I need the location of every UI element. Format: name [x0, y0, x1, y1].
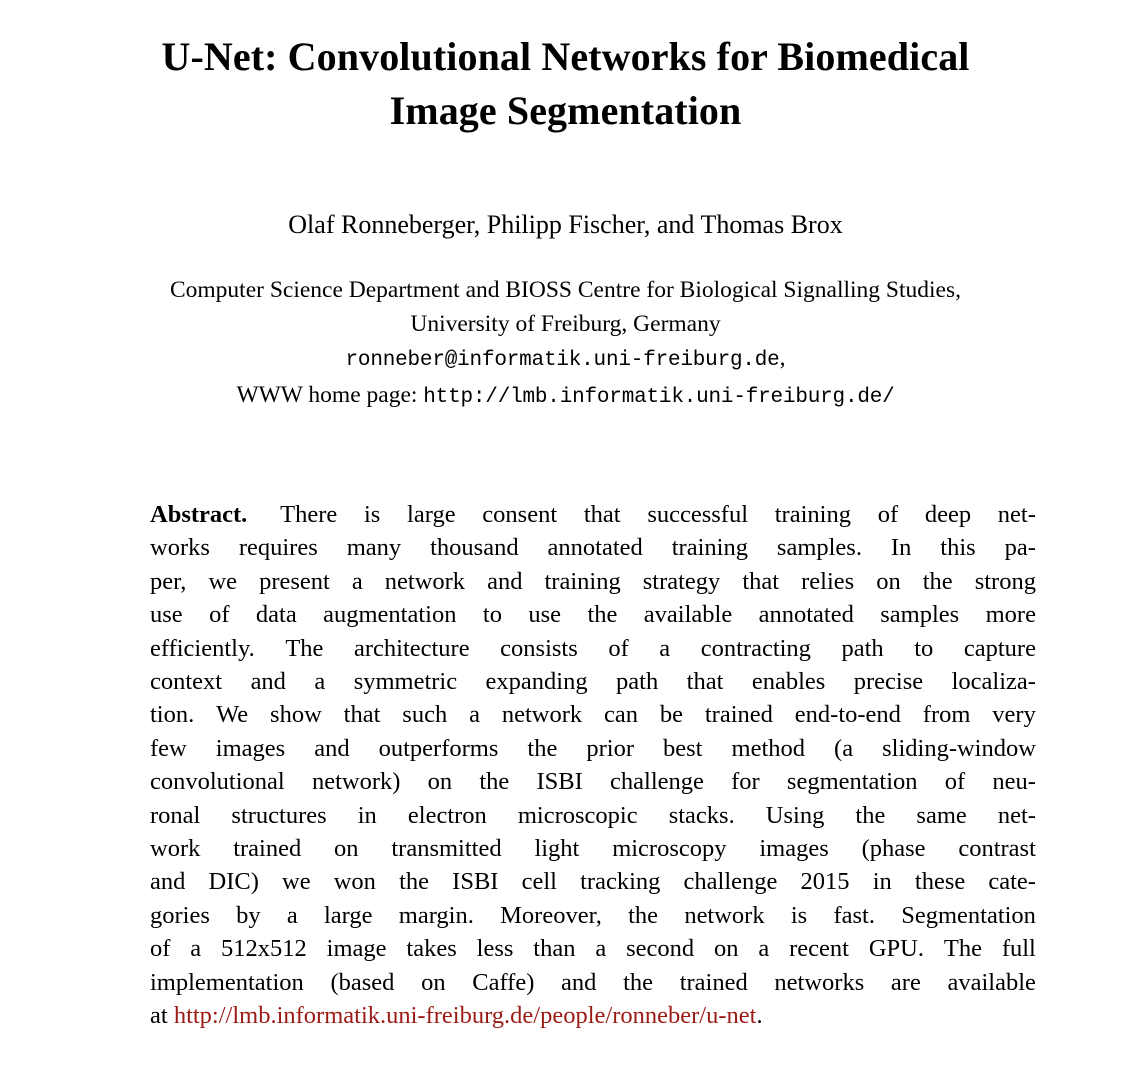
abstract-word: a: [286, 901, 298, 929]
abstract-line: [150, 899, 1036, 932]
abstract-word: this: [940, 534, 976, 562]
abstract-word: net-: [997, 501, 1036, 528]
abstract-word: of: [877, 501, 899, 528]
abstract-word: the: [855, 801, 886, 829]
abstract-word: the: [628, 901, 659, 929]
abstract-word: and: [314, 734, 350, 762]
abstract-word: a: [351, 567, 363, 595]
abstract-word: a: [314, 668, 326, 696]
abstract-word: challenge: [610, 768, 704, 796]
affiliation-block: [0, 273, 1131, 415]
abstract-word: per,: [150, 567, 187, 595]
abstract-word: samples.: [776, 534, 862, 562]
abstract-word: light: [534, 835, 580, 863]
abstract-word: we: [282, 868, 311, 896]
abstract-block: [150, 498, 1036, 1033]
title-line-2: Image Segmentation: [389, 88, 742, 133]
abstract-word: of: [209, 601, 230, 629]
abstract-word: a: [469, 701, 480, 729]
abstract-word: localiza-: [951, 668, 1036, 696]
abstract-word: data: [255, 601, 297, 629]
abstract-word: can: [604, 701, 638, 729]
affiliation-line-1: Computer Science Department and BIOSS Centre for Biological Signalling Studies,: [169, 277, 962, 303]
author-list: Olaf Ronneberger, Philipp Fischer, and Thomas Brox: [288, 210, 843, 239]
abstract-word: ISBI: [452, 868, 499, 896]
abstract-line: [150, 498, 1036, 531]
affiliation-email-line: [0, 341, 1131, 378]
abstract-line: [150, 865, 1036, 898]
abstract-word: in: [357, 801, 377, 829]
abstract-word: Segmentation: [901, 901, 1036, 929]
abstract-word: symmetric: [353, 668, 458, 696]
abstract-word: prior: [586, 734, 634, 762]
abstract-word: that: [686, 668, 724, 696]
abstract-word: same: [916, 801, 967, 829]
abstract-last-prefix: at: [150, 1002, 174, 1030]
homepage-url[interactable]: http://lmb.informatik.uni-freiburg.de/: [423, 386, 895, 409]
abstract-word: than: [533, 935, 576, 963]
abstract-word: (a: [834, 734, 854, 762]
abstract-word: of: [150, 935, 171, 963]
abstract-word: tracking: [580, 868, 661, 896]
abstract-word: and: [250, 668, 286, 696]
abstract-word: images: [759, 835, 829, 863]
abstract-word: network: [384, 567, 466, 595]
abstract-label: Abstract.: [150, 501, 254, 528]
abstract-word: of: [944, 768, 966, 796]
abstract-word: structures: [231, 801, 327, 829]
abstract-word: and: [487, 567, 523, 595]
abstract-word: In: [890, 534, 912, 562]
abstract-word: that: [583, 501, 621, 528]
abstract-word: net-: [997, 801, 1036, 829]
abstract-word: The: [943, 935, 982, 963]
abstract-word: we: [208, 567, 238, 595]
abstract-word: use: [528, 601, 562, 629]
abstract-line: [150, 531, 1036, 564]
abstract-word: image: [326, 935, 387, 963]
abstract-word: on: [876, 567, 901, 595]
abstract-word: Moreover,: [500, 901, 602, 929]
abstract-word: margin.: [398, 901, 474, 929]
abstract-word: on: [427, 768, 453, 796]
abstract-word: the: [399, 868, 430, 896]
abstract-word: relies: [801, 567, 855, 595]
abstract-word: annotated: [758, 601, 854, 629]
abstract-word: networks: [774, 968, 865, 996]
contact-email[interactable]: ronneber@informatik.uni-freiburg.de: [345, 349, 780, 372]
abstract-word: gories: [150, 901, 210, 929]
abstract-word: contracting: [700, 634, 811, 662]
abstract-word: network: [501, 701, 583, 729]
abstract-word: is: [790, 901, 808, 929]
abstract-word: to: [482, 601, 502, 629]
abstract-word: training: [774, 501, 851, 528]
abstract-word: trained: [679, 968, 748, 996]
abstract-word: microscopic: [517, 801, 638, 829]
abstract-word: large: [407, 501, 456, 528]
abstract-word: The: [285, 634, 324, 662]
abstract-word: won: [333, 868, 376, 896]
abstract-word: implementation: [150, 968, 304, 996]
abstract-word: ISBI: [536, 768, 583, 796]
abstract-word: Caffe): [472, 968, 535, 996]
affiliation-www-line: [0, 378, 1131, 415]
abstract-word: segmentation: [786, 768, 918, 796]
abstract-word: be: [659, 701, 683, 729]
abstract-word: network): [311, 768, 401, 796]
abstract-word: full: [1001, 935, 1036, 963]
abstract-word: the: [922, 567, 953, 595]
abstract-body: [150, 498, 1036, 999]
abstract-word: is: [363, 501, 381, 528]
abstract-word: tion.: [150, 701, 195, 729]
abstract-word: trained: [233, 835, 302, 863]
abstract-line: [150, 732, 1036, 765]
abstract-word: There: [280, 501, 338, 528]
abstract-word: electron: [407, 801, 487, 829]
abstract-word: deep: [924, 501, 972, 528]
abstract-word: are: [890, 968, 921, 996]
abstract-word: outperforms: [378, 734, 499, 762]
abstract-line: [150, 832, 1036, 865]
abstract-word: training: [544, 567, 621, 595]
abstract-word: 512x512: [221, 935, 307, 963]
abstract-word: these: [914, 868, 966, 896]
abstract-word: available: [643, 601, 733, 629]
abstract-word: from: [922, 701, 971, 729]
abstract-word: works: [150, 534, 210, 562]
abstract-word: the: [587, 601, 618, 629]
abstract-word: of: [608, 634, 629, 662]
abstract-last-suffix: .: [756, 1002, 763, 1030]
abstract-word: for: [731, 768, 760, 796]
abstract-word: convolutional: [150, 768, 285, 796]
abstract-word: cell: [521, 868, 557, 896]
affiliation-line-2: University of Freiburg, Germany: [410, 311, 721, 337]
abstract-word: in: [872, 868, 892, 896]
abstract-word: very: [992, 701, 1036, 729]
abstract-word: a: [595, 935, 607, 963]
abstract-word: transmitted: [391, 835, 502, 863]
abstract-word: enables: [751, 668, 826, 696]
abstract-word: neu-: [992, 768, 1036, 796]
abstract-word: work: [150, 835, 201, 863]
abstract-word: many: [346, 534, 402, 562]
abstract-line: [150, 932, 1036, 965]
abstract-word: less: [476, 935, 514, 963]
abstract-word: stacks.: [668, 801, 735, 829]
abstract-word: show: [270, 701, 322, 729]
abstract-word: that: [343, 701, 381, 729]
abstract-word: end-to-end: [794, 701, 901, 729]
abstract-word: path: [841, 634, 884, 662]
abstract-word: by: [236, 901, 261, 929]
abstract-word: images: [215, 734, 286, 762]
abstract-word: capture: [963, 634, 1036, 662]
abstract-word: Using: [765, 801, 825, 829]
abstract-word: sliding-window: [882, 734, 1036, 762]
abstract-word: the: [527, 734, 558, 762]
abstract-word: takes: [406, 935, 457, 963]
abstract-word: DIC): [208, 868, 259, 896]
abstract-word: efficiently.: [150, 634, 255, 662]
abstract-word: (phase: [861, 835, 926, 863]
abstract-word: trained: [704, 701, 773, 729]
abstract-word: samples: [880, 601, 960, 629]
abstract-word: the: [479, 768, 510, 796]
abstract-word: method: [731, 734, 806, 762]
abstract-line: [150, 765, 1036, 798]
abstract-word: challenge: [683, 868, 778, 896]
abstract-line: [150, 565, 1036, 598]
abstract-word: precise: [853, 668, 924, 696]
abstract-word: present: [259, 567, 330, 595]
abstract-word: that: [742, 567, 780, 595]
abstract-word: microscopy: [612, 835, 727, 863]
abstract-word: on: [421, 968, 446, 996]
abstract-word: annotated: [547, 534, 643, 562]
abstract-word: (based: [330, 968, 395, 996]
abstract-word: available: [947, 968, 1036, 996]
page-title: [0, 30, 1131, 138]
abstract-word: architecture: [353, 634, 470, 662]
abstract-line: [150, 799, 1036, 832]
abstract-word: requires: [238, 534, 318, 562]
abstract-word: GPU.: [868, 935, 924, 963]
abstract-word: more: [985, 601, 1036, 629]
abstract-line: [150, 665, 1036, 698]
abstract-word: to: [914, 634, 934, 662]
abstract-word: on: [714, 935, 739, 963]
abstract-word: large: [324, 901, 373, 929]
abstract-word: recent: [789, 935, 849, 963]
abstract-line: [150, 698, 1036, 731]
abstract-word: best: [663, 734, 703, 762]
abstract-word: a: [758, 935, 770, 963]
abstract-last-line: [150, 999, 1036, 1032]
abstract-word: successful: [647, 501, 749, 528]
abstract-word: cate-: [988, 868, 1036, 896]
abstract-word: use: [150, 601, 183, 629]
abstract-word: strong: [974, 567, 1036, 595]
abstract-line: [150, 966, 1036, 999]
abstract-word: on: [334, 835, 359, 863]
email-trailing-comma: ,: [779, 345, 786, 371]
abstract-word: few: [150, 734, 187, 762]
abstract-word: We: [216, 701, 249, 729]
abstract-word: the: [623, 968, 654, 996]
abstract-word: augmentation: [323, 601, 457, 629]
abstract-word: contrast: [958, 835, 1036, 863]
abstract-word: thousand: [430, 534, 519, 562]
abstract-word: ronal: [150, 801, 201, 829]
abstract-word: network: [684, 901, 765, 929]
www-label: WWW home page:: [236, 382, 424, 408]
abstract-word: training: [671, 534, 748, 562]
abstract-word: strategy: [642, 567, 721, 595]
abstract-line: [150, 598, 1036, 631]
abstract-line: [150, 632, 1036, 665]
abstract-word: such: [402, 701, 448, 729]
abstract-word: path: [616, 668, 659, 696]
abstract-word: 2015: [800, 868, 850, 896]
abstract-word: and: [150, 868, 186, 896]
title-line-1: U-Net: Convolutional Networks for Biomedical: [161, 34, 970, 79]
abstract-word: a: [659, 634, 671, 662]
abstract-word: consent: [482, 501, 558, 528]
abstract-word: fast.: [833, 901, 875, 929]
abstract-word: second: [626, 935, 695, 963]
abstract-word: a: [190, 935, 202, 963]
abstract-word: pa-: [1004, 534, 1036, 562]
abstract-word: expanding: [485, 668, 588, 696]
abstract-word: consists: [500, 634, 578, 662]
project-url-link[interactable]: http://lmb.informatik.uni-freiburg.de/people/ronneber/u-net: [173, 1002, 757, 1030]
abstract-word: and: [561, 968, 597, 996]
abstract-word: context: [150, 668, 223, 696]
